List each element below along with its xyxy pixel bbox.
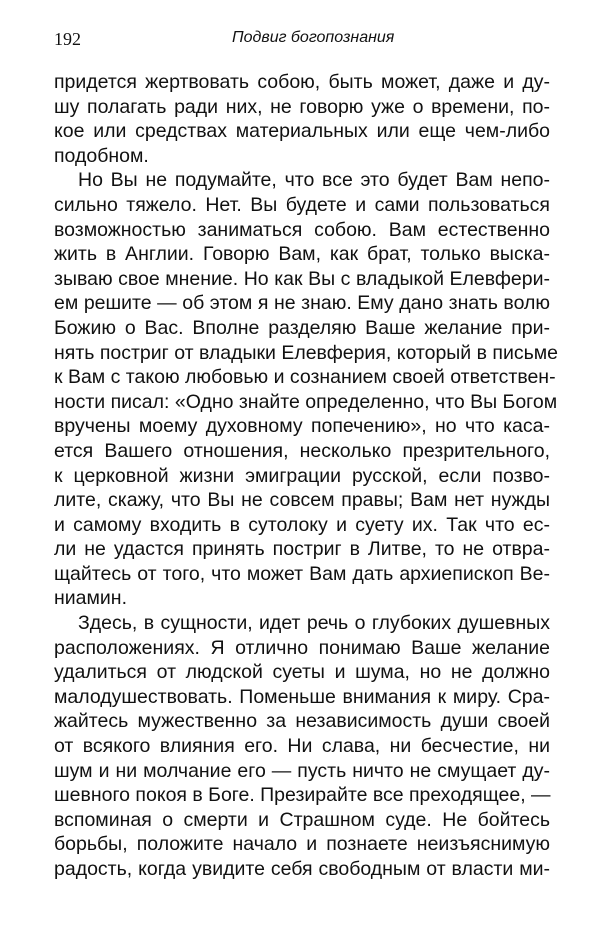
text-line: борьбы, положите начало и познаете неизъяснимую <box>54 833 550 856</box>
text-line: придется жертвовать собою, быть может, даже и ду- <box>54 71 550 93</box>
text-line: шу полагать ради них, не говорю уже о времени, по- <box>54 95 550 118</box>
text-line: нять постриг от владыки Елевферия, который в письме <box>54 341 559 364</box>
text-line: к церковной жизни эмиграции русской, если позво- <box>54 464 550 487</box>
body-text <box>54 70 559 882</box>
text-line: ли не удастся принять постриг в Литве, то не отвра- <box>54 538 550 561</box>
text-line: возможностью заниматься собою. Вам естественно <box>54 218 550 241</box>
text-line: от всякого влияния его. Ни слава, ни бесчестие, ни <box>54 735 550 758</box>
paragraph <box>54 168 559 611</box>
running-head <box>54 27 552 53</box>
text-line: удалиться от людской суеты и шума, но не должно <box>54 661 550 684</box>
text-line: вручены моему духовному попечению», но что каса- <box>54 415 550 438</box>
text-line: подобном. <box>54 144 149 167</box>
text-line: и самому входить в сутолоку и суету их. Так что ес- <box>54 513 550 536</box>
text-line: жайтесь мужественно за независимость души своей <box>54 710 550 733</box>
text-line: жить в Англии. Говорю Вам, как брат, только выска- <box>54 243 550 266</box>
text-line: кое или средствах материальных или еще чем-либо <box>54 120 550 143</box>
paragraph <box>54 70 550 168</box>
text-line: Божию о Вас. Вполне разделяю Ваше желание при- <box>54 316 550 339</box>
text-line: к Вам с такою любовью и сознанием своей ответствен- <box>54 366 556 389</box>
text-line: шум и ни молчание его — пусть ничто не смущает ду- <box>54 759 550 782</box>
text-line: малодушествовать. Поменьше внимания к миру. Сра- <box>54 685 550 708</box>
text-line: ется Вашего отношения, несколько презрительного, <box>54 439 550 462</box>
paragraph <box>54 611 550 882</box>
text-line: вспоминая о смерти и Страшном суде. Не бойтесь <box>54 808 550 831</box>
text-line: ем решите — об этом я не знаю. Ему дано знать волю <box>54 292 550 315</box>
book-title: Подвиг богопознания <box>232 29 395 46</box>
page-number: 192 <box>54 29 81 49</box>
text-line: лите, скажу, что Вы не совсем правы; Вам нет нужды <box>54 489 550 512</box>
text-line: сильно тяжело. Нет. Вы будете и сами пользоваться <box>54 193 550 216</box>
text-line: ности писал: «Одно знайте определенно, что Вы Богом <box>54 390 558 413</box>
text-line: щайтесь от того, что может Вам дать архиепископ Ве- <box>54 562 550 585</box>
text-line: ниамин. <box>54 587 127 610</box>
text-line: расположениях. Я отлично понимаю Ваше желание <box>54 636 550 659</box>
text-line: радость, когда увидите себя свободным от власти ми- <box>54 858 550 880</box>
text-line: Здесь, в сущности, идет речь о глубоких душевных <box>78 612 550 635</box>
text-line: Но Вы не подумайте, что все это будет Вам непо- <box>78 169 550 192</box>
text-line: шевного покоя в Боге. Презирайте все преходящее, — <box>54 784 551 807</box>
text-line: зываю свое мнение. Но как Вы с владыкой Елевфери- <box>54 267 550 290</box>
